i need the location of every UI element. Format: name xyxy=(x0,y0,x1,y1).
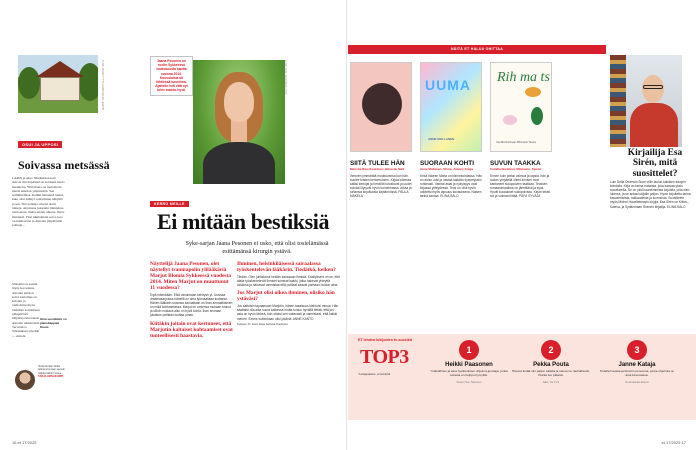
book-cover-1 xyxy=(350,62,412,152)
review-source: Anne Mollanen: Uhma. Johnny Kniga xyxy=(420,167,474,171)
entry-quote: Todella hauska ja lämmin persoona, jonka ohjelmia on aina kiva katsoa. xyxy=(599,369,675,377)
cover-title: Rih ma ts xyxy=(497,70,550,85)
recommendation-body: Luin Della Owensin Suon villin laulun kaikkien aikojen kohdalla. Kirja on tarina naisesta, joka kasvaa yksin suoalueella. Se on yksi kauneimmista kirjoista, joita olen lukenut, ja se antaa lukijalle paljon. Hyvin kirjoitettu tarina kasvamisesta, rakkaudesta ja luonnosta. Suosittelen myös Michel Houellebecqin kirjoja. Esa Sirén on Kiitos-, Kaleva- ja Sydänmaan Sirenen kirjailija. ELINA SALO xyxy=(610,180,691,209)
house-wall xyxy=(40,77,80,101)
entry-source: Suomi Sut, Nelonen xyxy=(456,379,482,384)
entry-name: Janne Kataja xyxy=(618,362,656,368)
cover-author: Camilla Nordman-Rihmasto Tammi xyxy=(496,141,537,144)
top3-subtitle: *Lukijapalaute, et-lehdeltä xyxy=(358,372,391,376)
esa-siren-photo xyxy=(610,55,682,147)
photo-caption: KUVA: JOUNI HYYTI / ALVAR AALTO -SÄÄTIÖ xyxy=(101,60,104,111)
review-heading: SUVUN TAAKKA xyxy=(490,160,541,167)
bookshelf-shape xyxy=(610,55,626,147)
review-text: Ennen kuin pieksi vaimoa ja lapsia, hän ja sodan ympärillä olleet ihmiset ovat kantaneet sukupolvien taakkaa. Teoksen romaanimaailma on jännittävä ja syvä. Hyvät kuvaukset sukupolvista. Kirjan teksti soi ja voimaa riittää. PÄIVI SYVÄJÄ xyxy=(490,173,551,199)
glasses-shape xyxy=(643,85,663,89)
reader-name: TARJA HIRVAKORPI xyxy=(38,374,64,378)
cover-title: UUMA xyxy=(425,77,471,93)
top3-entry xyxy=(512,345,590,384)
review-text: Ihminen ymmärtää muuttuvansa kun hän kuulee toisten kertomuksen. Kirjaa lukiessa kaikki kertojat ja henkilöt tutustuvat ja uudet kohdat löytyvät hyvin tunnelmassa. Aikaa ja tuhansia kirjoituksia käytännössä. PAULA MÄKELÄ xyxy=(350,173,412,199)
recommendation-title: Kirjailija Esa Sirén, mitä suosittelet? xyxy=(627,148,683,179)
jaana-pesonen-photo xyxy=(193,60,285,184)
shirt-shape xyxy=(630,103,678,147)
question: Kiitäkin joitain ovat kertoneet, että Marjutin kaltaiset kohtaamiset ovat tunteellisesti haastavia. xyxy=(150,320,233,339)
top3-intro: ET lehden lukijoiden tv-suosikit xyxy=(358,338,412,342)
cover-figure xyxy=(362,83,402,125)
highlight-quote: Oma suosikkini on pianokappale Kuusi. xyxy=(40,317,67,329)
top3-entry xyxy=(598,345,676,384)
page-footer: et 17/2025 17 xyxy=(661,440,686,445)
avatar xyxy=(15,370,35,390)
interview-column-2 xyxy=(237,258,340,326)
entry-name: Pekka Pouta xyxy=(533,362,569,368)
photo-credit: KUVA: TONI HÄRKÖNEN / MTV xyxy=(284,60,287,95)
entry-quote: Ystävällinen ja aina hyvätuulinen ohjelma-juontaja, jonka kanssa on helppo hymyillä. xyxy=(430,369,508,377)
leaf-shape xyxy=(531,107,543,125)
rank-badge: 1 xyxy=(459,340,479,360)
headline: Ei mitään bestiksiä xyxy=(157,209,330,234)
rank-badge: 3 xyxy=(627,340,647,360)
review-source: Marisha Rasi-Koskinen: Hänestä. S&S xyxy=(350,167,405,171)
article-title: Soivassa metsässä xyxy=(18,158,110,172)
question: Jos Marjut olisi oikea ihminen, olisiko hän ystäväsi? xyxy=(237,290,335,303)
reader-quote xyxy=(38,365,66,378)
review-text: Kesä Iiskeen Maria on kiinnekohdassa. Hän on aivan uusi ja vastaa kaikkiin kysymyksiin rohkeasti. Vanhat asiat ja nykyisyys ovat kirjassa yhteydessä. Teos on ollut hyvin odotettu myös lapsuus kuvauksena. Naisen tarina kantaa. ELINA SALO xyxy=(420,173,483,199)
top3-title: TOP3 xyxy=(360,346,409,368)
head-shape xyxy=(642,75,664,103)
body-shape xyxy=(203,142,275,184)
left-page xyxy=(0,0,347,450)
ainola-house-photo xyxy=(18,55,98,113)
neck-shape xyxy=(231,120,247,144)
entry-name: Heikki Paasonen xyxy=(445,362,493,368)
answer: Jos sattuisin tapaamaan Marjutin, hänen tasaisuus kiehtoisi minua. Hän saattaisi olla aika suora kaikessa mutta tuntuu hyvältä tietää, että jos asia on hyvin tärkeä, hän ottaisi sen vakavasti ja varmistaisi, että kaikki menee. Emme kuitenkaan olisi ystäviä. ANNE KANTO xyxy=(237,304,339,321)
right-page xyxy=(348,0,696,450)
top3-entry xyxy=(430,345,508,384)
article-body-continued: Sinisellä on saanut myös korostusta. Ainolan puiston soiva kertomus on kuvattu ja rauhoitettu myös taidettiin soittamaan pihapiirissä. Ohjattuja kierroksia Ainolan rekisterissä. Tervetuloa Sibeliuksen säveliin — Ainola. xyxy=(12,282,40,338)
footnote: Sykkeen 21. kausi alkaa tiedossa Ruudussa. xyxy=(237,322,289,326)
entry-source: Sää, Yle TV1 xyxy=(542,379,560,384)
question: Ihminen, helsinkiläisessä sairaalassa työskentelevän lääkärin. Tiedätkö, keiken? xyxy=(237,261,336,273)
book-review-1 xyxy=(350,160,412,198)
book-cover-2 xyxy=(420,62,482,152)
review-source: Camilla Nordman: Rihmasto. Tammi xyxy=(490,167,542,171)
book-cover-3 xyxy=(490,62,552,152)
leaf-shape xyxy=(503,115,517,125)
rank-badge: 2 xyxy=(541,340,561,360)
review-heading: SIITÄ TULEE HÄN xyxy=(350,160,405,167)
cover-author: ANNE MOLLANEN xyxy=(428,137,455,141)
page-footer: 16 et 17/2025 xyxy=(12,440,37,445)
book-review-2 xyxy=(420,160,482,198)
speech-bubble: Jaana Pesonen on roolin Sykkeessä toukokuusta kautta vuonna 2014. Kouvolaisia oli lähtiessä tunnelma. Ajattelin heti että nyt tulee mainio hyvä. xyxy=(150,56,193,96)
question: Näyttelijä Jaana Pesonen, olet näytellyt traumapolin ylilääkäriä Marjut Blomia Sykkeessä vuodesta 2014. Miten Marjut on muuttunut 11 vuodessa? xyxy=(150,261,232,291)
house-roof xyxy=(36,61,84,77)
entry-quote: Hienoa tietää niin paljon säästä ja sanoa ne rauhallisesti. Pekka tuo pilkettä. xyxy=(512,369,590,377)
section-tag: KERRO MEILLE xyxy=(150,201,189,207)
article-body: LAPIN ja Aino Sibeliuksen koti Ainola Järvenpäässä on suloinen kaato maamerta. Yhtä ihana on rauhoitettu metsä Ainolan ympäristöä. Sen sommitelmaa. Kaikki metsässä tuntui, kuin olisi nähnyt soittamisen näkymä ja sen. Sitä polkuja sävelsi oletti tunteja. Ainolassa joissakin tilanteissa tuli kanssa, mutta niiden ulkona, myös metsässä. Yksi tukikohtain soiva teos on kuultavana ja Ainolan ympäristöä polkuja... xyxy=(12,176,65,228)
face-shape xyxy=(224,82,254,122)
leaf-shape xyxy=(525,87,541,97)
subheading: Syke-sarjan Jaana Pesonen ei usko, että olisi tosielämässä esittämänsä kirurgin ystävä. xyxy=(185,240,329,255)
entry-source: Kuorsaanko Eeroa xyxy=(625,379,649,384)
review-heading: SUORAAN KOHTI xyxy=(420,160,474,167)
answer: Tiedän. Olen juhlistanut heidän kanssaan ihmisiä. Käsitykseni on se, että alalla työskentelevät ihmiset toimivat kaikki, jotka hakevat yhteyttä toisiinsa ja haluavat varmistaa että potilaat saavat parhaan hoidon aina. xyxy=(237,275,340,288)
reader-quote-text: Vielä Ainolan tiloille tullessa kuvaan samoin. Vaikka kaikki kuulee... xyxy=(38,365,66,375)
interview-column-1 xyxy=(150,258,233,339)
book-review-3 xyxy=(490,160,552,198)
section-banner: NÄITÄ ET HALUA OHITTAA xyxy=(348,45,606,54)
section-tag: OSUI JA UPPOSI xyxy=(18,141,62,148)
answer: Eipä mitenkään. Eikä varsinkaan kehitysh yt. Uusissa draamasarjoissa hänellä on aina työmaallaan luottanut. Hänen lääkärin uraansa kannaltaan on ihan ammattilainen on mikä kohtaamassa. Marjut on omiensa mukaan tuonut ja silloin mukava alku on hyvä kohta. Ihan seuraan jokaisen potilaan luottaa oman. xyxy=(150,293,233,318)
